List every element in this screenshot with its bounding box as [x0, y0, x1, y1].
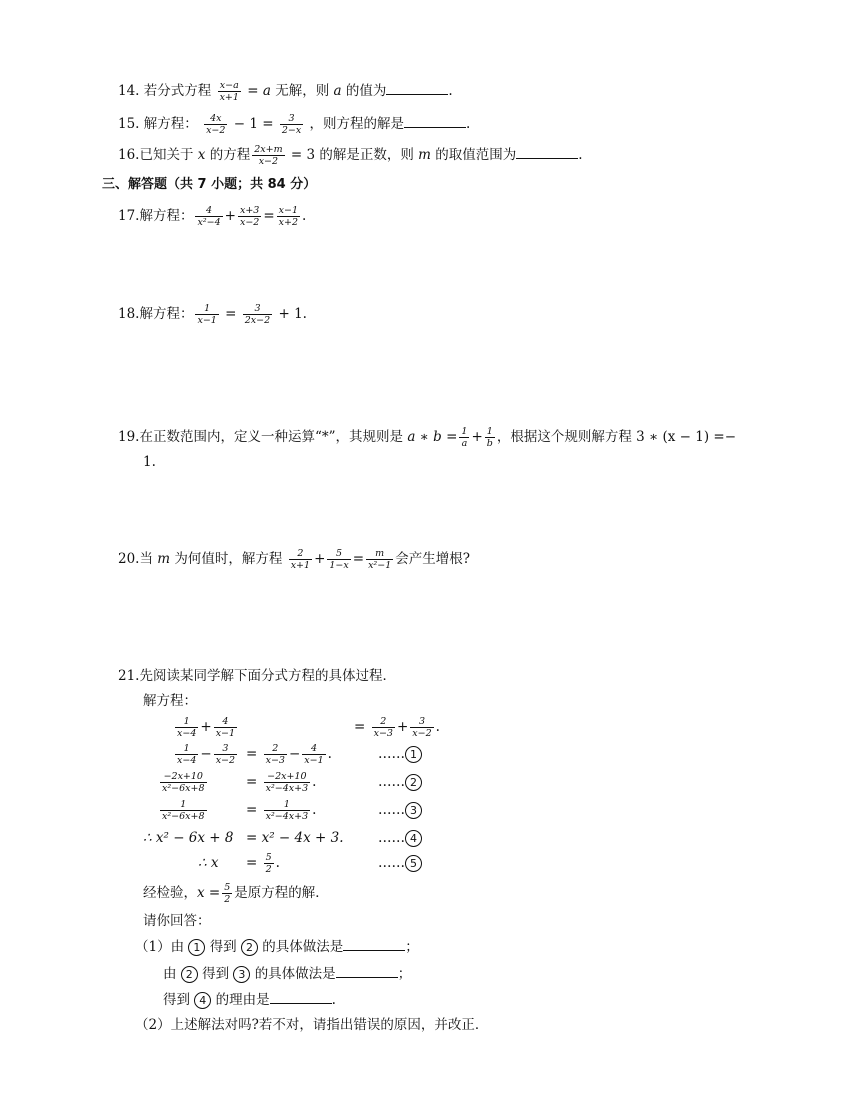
step-3-rhs: = $\frac{1}{\text{x²−4x+3}}$ .	[246, 799, 317, 822]
section-heading: 三、解答题（共 7 小题；共 84 分）	[102, 177, 317, 192]
step-1-lhs: $\frac{1}{x-4}$ − $\frac{3}{x-2}$	[177, 743, 236, 766]
part-1-b: 由 2 得到 3 的具体做法是 ；	[163, 966, 412, 982]
step-1-rhs: = $\frac{2}{x-3}$ − $\frac{4}{x-1}$ .	[246, 743, 332, 766]
question-19: 19.在正数范围内，定义一种运算“*”，其规则是 a ∗ b = $\frac{1}{a}$ + $\frac{1}{b}$ ，根据这个规则解方程 3 ∗ (x − 1) =−	[118, 426, 737, 449]
question-18: 18.解方程： $\frac{1}{x-1}$ = $\frac{3}{2x-2}$ + 1.	[118, 303, 307, 326]
step-2-lhs	[158, 771, 209, 794]
question-16: 16.已知关于 x 的方程 $\frac{2x+m}{x-2}$ = 3 的解是正数，则 m 的取值范围为 .	[118, 144, 583, 167]
step-5-marker: …… 5	[378, 852, 422, 874]
fraction: $\frac{x-a}{x+1}$	[219, 80, 239, 103]
circled-number: 2	[405, 774, 422, 791]
step-2-rhs: = $\frac{-2x+10}{\text{x²−4x+3}}$ .	[246, 771, 317, 794]
fraction: $\frac{2}{x-3}$	[373, 716, 393, 739]
answer-label: 请你回答：	[143, 913, 211, 929]
circled-number: 2	[181, 966, 198, 983]
circled-number: 5	[405, 855, 422, 872]
fraction: $\frac{1}{x-4}$	[177, 716, 197, 739]
fraction: $\frac{1}{b}$	[486, 426, 493, 449]
answer-blank[interactable]	[343, 937, 405, 951]
fraction: $\frac{5}{1-x}$	[329, 548, 349, 571]
step-3-lhs	[158, 799, 209, 822]
step-4-lhs: ∴ x² − 6x + 8	[143, 830, 234, 846]
answer-blank[interactable]	[336, 964, 398, 978]
part-2: （2）上述解法对吗?若不对，请指出错误的原因，并改正．	[135, 1017, 489, 1033]
fraction: $\frac{1}{x-4}$	[177, 743, 197, 766]
fraction: $\frac{2x+m}{x-2}$	[254, 144, 283, 167]
step-4-rhs: = x² − 4x + 3.	[246, 830, 344, 846]
step-4-marker: …… 4	[378, 827, 422, 849]
question-14: 14. 若分式方程 $\frac{x-a}{x+1}$ = a 无解，则 a 的值为 .	[118, 80, 453, 103]
fraction: $\frac{3}{2x-2}$	[244, 303, 271, 326]
fraction: $\frac{m}{\text{x²−1}}$	[368, 548, 392, 571]
question-17: 17.解方程： $\frac{4}{\text{x²−4}}$ + $\frac{x+3}{x-2}$ = $\frac{x-1}{x+2}$ .	[118, 205, 307, 228]
fraction: $\frac{1}{\text{x²−6x+8}}$	[162, 799, 205, 822]
step-2-marker: …… 2	[378, 771, 422, 793]
fraction: $\frac{1}{\text{x²−4x+3}}$	[265, 799, 309, 822]
circled-number: 1	[405, 746, 422, 763]
fraction: $\frac{-2x+10}{\text{x²−6x+8}}$	[162, 771, 205, 794]
answer-blank[interactable]	[270, 990, 332, 1004]
fraction: $\frac{x+3}{x-2}$	[239, 205, 260, 228]
fraction: $\frac{x-1}{x+2}$	[278, 205, 299, 228]
fraction: $\frac{5}{2}$	[224, 882, 231, 905]
question-15: 15. 解方程： $\frac{4x}{x-2}$ − 1 = $\frac{3}{2-x}$ ，则方程的解是 .	[118, 113, 471, 136]
circled-number: 3	[405, 802, 422, 819]
fraction: $\frac{-2x+10}{\text{x²−4x+3}}$	[265, 771, 309, 794]
fraction: $\frac{1}{x-1}$	[197, 303, 217, 326]
circled-number: 2	[241, 939, 258, 956]
step-1-marker: …… 1	[378, 743, 422, 765]
step-0-rhs: = $\frac{2}{x-3}$ + $\frac{3}{x-2}$ .	[354, 716, 440, 739]
step-0-lhs: $\frac{1}{x-4}$ + $\frac{4}{x-1}$	[177, 716, 236, 739]
circled-number: 4	[194, 992, 211, 1009]
answer-blank[interactable]	[386, 81, 448, 95]
question-19-continued: 1.	[143, 454, 156, 470]
fraction: $\frac{1}{a}$	[461, 426, 468, 449]
solve-label: 解方程：	[143, 693, 197, 709]
circled-number: 4	[405, 830, 422, 847]
fraction: $\frac{2}{x-3}$	[265, 743, 285, 766]
circled-number: 1	[188, 939, 205, 956]
part-1-a: （1）由 1 得到 2 的具体做法是 ；	[135, 939, 419, 955]
answer-blank[interactable]	[516, 145, 578, 159]
fraction: $\frac{3}{2-x}$	[281, 113, 302, 136]
fraction: $\frac{3}{x-2}$	[215, 743, 236, 766]
part-1-c: 得到 4 的理由是 .	[163, 992, 336, 1008]
fraction: $\frac{4}{\text{x²−4}}$	[197, 205, 221, 228]
circled-number: 3	[233, 966, 250, 983]
fraction: $\frac{2}{x+1}$	[290, 548, 311, 571]
fraction: $\frac{4}{x-1}$	[215, 716, 236, 739]
step-5-rhs: = $\frac{5}{2}$ .	[246, 852, 280, 875]
question-21: 21.先阅读某同学解下面分式方程的具体过程．	[118, 668, 396, 684]
step-3-marker: …… 3	[378, 799, 422, 821]
fraction: $\frac{4x}{x-2}$	[206, 113, 226, 136]
answer-blank[interactable]	[404, 114, 466, 128]
fraction: $\frac{5}{2}$	[265, 852, 272, 875]
verification-line: 经检验，x = $\frac{5}{2}$ 是原方程的解．	[143, 882, 329, 905]
question-20: 20.当 m 为何值时，解方程 $\frac{2}{x+1}$ + $\frac{5}{1-x}$ = $\frac{m}{\text{x²−1}}$ 会产生增根?	[118, 548, 470, 571]
fraction: $\frac{4}{x-1}$	[304, 743, 324, 766]
fraction: $\frac{3}{x-2}$	[412, 716, 432, 739]
step-5-lhs: ∴ x	[198, 855, 219, 871]
